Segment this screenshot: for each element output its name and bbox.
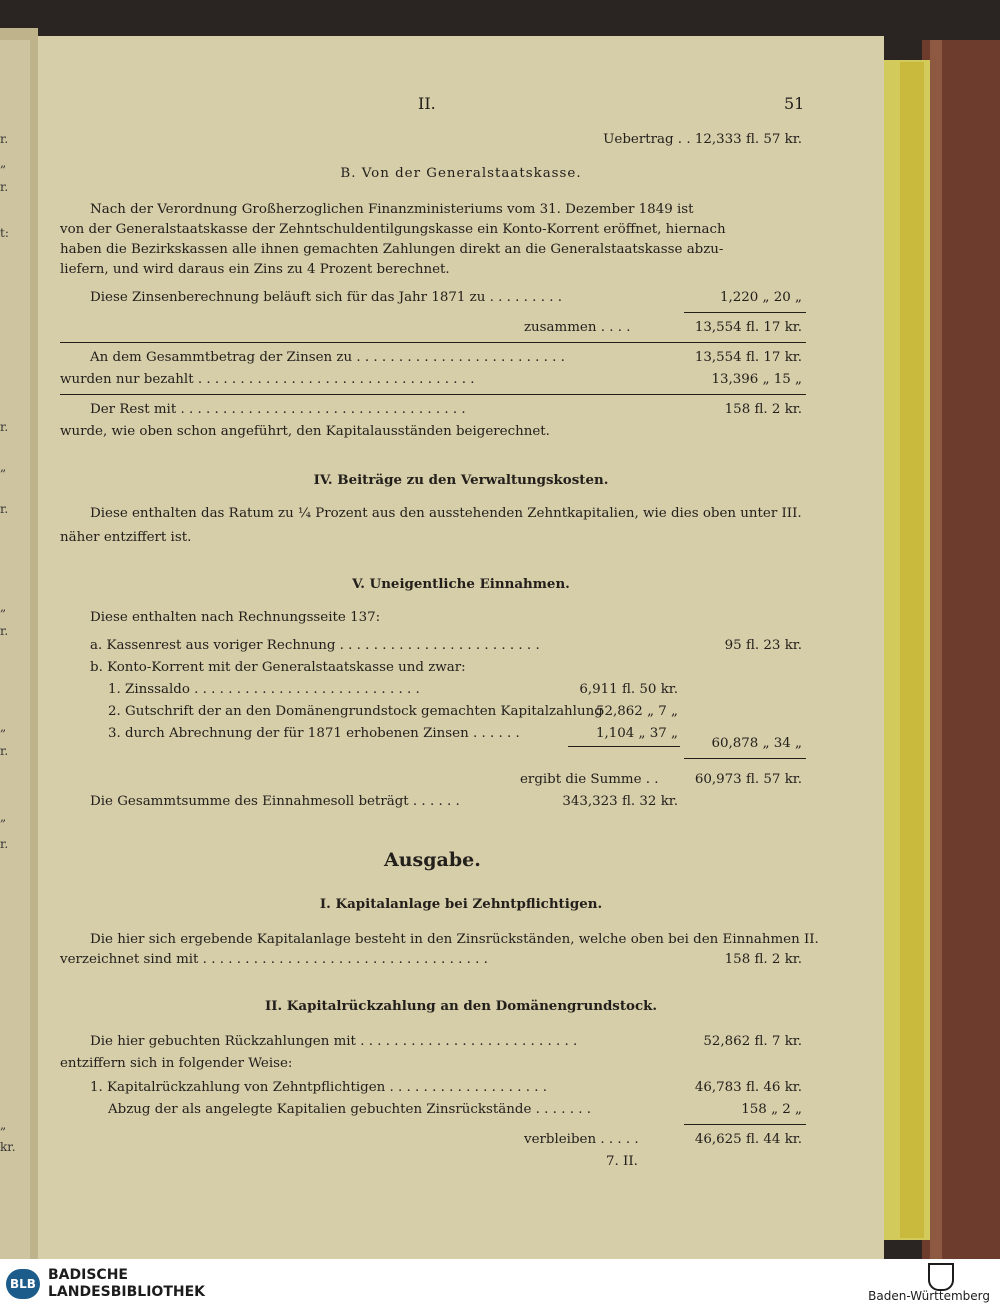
entry-value: 13,554 fl. 17 kr.: [694, 350, 802, 365]
page-stack-edge-inner: [900, 62, 924, 1238]
entry-value: 6,911 fl. 50 kr.: [579, 682, 678, 697]
total-label: ergibt die Summe . .: [520, 772, 659, 787]
carry-over-line: Uebertrag . . 12,333 fl. 57 kr.: [603, 132, 802, 147]
paragraph-line: haben die Bezirkskassen alle ihnen gemachten Zahlungen direkt an die Generalstaatskasse abzu-: [60, 242, 724, 257]
book-page: [38, 36, 884, 1259]
edge-mark: r.: [0, 132, 9, 146]
paragraph-line: wurde, wie oben schon angeführt, den Kapitalausständen beigerechnet.: [60, 424, 550, 439]
subtotal-value: 60,878 „ 34 „: [711, 736, 802, 751]
entry-label: 2. Gutschrift der an den Domänengrundstock gemachten Kapitalzahlung: [108, 704, 603, 719]
ausgabe-heading: Ausgabe.: [384, 849, 481, 871]
edge-mark: „: [0, 720, 7, 734]
entry-value: 158 fl. 2 kr.: [724, 402, 802, 417]
section-rule: [60, 394, 806, 395]
entry-value: 52,862 fl. 7 kr.: [703, 1034, 802, 1049]
paragraph-line: liefern, und wird daraus ein Zins zu 4 Prozent berechnet.: [60, 262, 450, 277]
library-name-line2: LANDESBIBLIOTHEK: [48, 1284, 206, 1300]
edge-mark: „: [0, 156, 7, 170]
library-name-line1: BADISCHE: [48, 1267, 128, 1283]
paragraph-line: von der Generalstaatskasse der Zehntschuldentilgungskasse ein Konto-Korrent eröffnet, hiernach: [60, 222, 726, 237]
entry-label: 1. Kapitalrückzahlung von Zehntpflichtigen . . . . . . . . . . . . . . . . . . .: [90, 1080, 547, 1095]
total-value: 46,625 fl. 44 kr.: [694, 1132, 802, 1147]
entry-value: 13,396 „ 15 „: [711, 372, 802, 387]
edge-mark: kr.: [0, 1140, 16, 1154]
section-b-heading: B. Von der Generalstaatskasse.: [340, 166, 582, 181]
library-name: [48, 1267, 205, 1301]
edge-mark: t:: [0, 226, 9, 240]
section-a2-heading: II. Kapitalrückzahlung an den Domänengrundstock.: [264, 998, 658, 1014]
entry-label: Diese Zinsenberechnung beläuft sich für das Jahr 1871 zu . . . . . . . . .: [90, 290, 562, 305]
bw-crest-icon: [928, 1263, 954, 1291]
entry-label: verzeichnet sind mit . . . . . . . . . . . . . . . . . . . . . . . . . . . . . . . . . .: [60, 952, 488, 967]
paragraph-line: Diese enthalten nach Rechnungsseite 137:: [90, 610, 381, 625]
entry-label: An dem Gesammtbetrag der Zinsen zu . . . . . . . . . . . . . . . . . . . . . . . . .: [90, 350, 565, 365]
edge-mark: r.: [0, 624, 9, 638]
paragraph-line: Nach der Verordnung Großherzoglichen Finanzministeriums vom 31. Dezember 1849 ist: [90, 202, 694, 217]
edge-mark: „: [0, 1118, 7, 1132]
entry-label: 1. Zinssaldo . . . . . . . . . . . . . . . . . . . . . . . . . . .: [108, 682, 420, 697]
sum-rule: [684, 1124, 806, 1125]
sum-rule: [684, 312, 806, 313]
paragraph-line: Diese enthalten das Ratum zu ¼ Prozent aus den ausstehenden Zehntkapitalien, wie dies oben unter III.: [90, 506, 802, 521]
paragraph-line: Die hier sich ergebende Kapitalanlage besteht in den Zinsrückständen, welche oben bei den Einnahmen II.: [90, 932, 819, 947]
catchword: 7. II.: [606, 1154, 638, 1169]
edge-mark: r.: [0, 180, 9, 194]
page-number: 51: [784, 94, 805, 113]
library-footer: [0, 1259, 1000, 1309]
state-name: Baden-Württemberg: [868, 1289, 990, 1303]
entry-label: Abzug der als angelegte Kapitalien gebuchten Zinsrückstände . . . . . . .: [108, 1102, 591, 1117]
section-header: II.: [418, 94, 436, 113]
entry-value: 52,862 „ 7 „: [595, 704, 678, 719]
total-value: 13,554 fl. 17 kr.: [694, 320, 802, 335]
entry-label: b. Konto-Korrent mit der Generalstaatskasse und zwar:: [90, 660, 466, 675]
section-a1-heading: I. Kapitalanlage bei Zehntpflichtigen.: [319, 896, 603, 912]
blb-logo-icon: BLB: [6, 1269, 40, 1299]
entry-label: 3. durch Abrechnung der für 1871 erhobenen Zinsen . . . . . .: [108, 726, 520, 741]
entry-label: wurden nur bezahlt . . . . . . . . . . . . . . . . . . . . . . . . . . . . . . . . .: [60, 372, 475, 387]
total-value: 60,973 fl. 57 kr.: [694, 772, 802, 787]
entry-label: a. Kassenrest aus voriger Rechnung . . . . . . . . . . . . . . . . . . . . . . . .: [90, 638, 540, 653]
edge-mark: „: [0, 600, 7, 614]
book-cover-highlight: [930, 40, 942, 1259]
total-label: verbleiben . . . . .: [524, 1132, 639, 1147]
entry-value: 158 „ 2 „: [741, 1102, 802, 1117]
edge-mark: r.: [0, 420, 9, 434]
section-iv-heading: IV. Beiträge zu den Verwaltungskosten.: [313, 472, 609, 488]
entry-label: Die Gesammtsumme des Einnahmesoll beträgt . . . . . .: [90, 794, 460, 809]
entry-value: 343,323 fl. 32 kr.: [562, 794, 678, 809]
section-v-heading: V. Uneigentliche Einnahmen.: [352, 576, 570, 592]
section-rule: [60, 342, 806, 343]
edge-mark: r.: [0, 837, 9, 851]
entry-value: 95 fl. 23 kr.: [724, 638, 802, 653]
entry-value: 46,783 fl. 46 kr.: [694, 1080, 802, 1095]
paragraph-line: entziffern sich in folgender Weise:: [60, 1056, 293, 1071]
entry-value: 1,104 „ 37 „: [595, 726, 678, 741]
entry-label: Der Rest mit . . . . . . . . . . . . . . . . . . . . . . . . . . . . . . . . . .: [90, 402, 466, 417]
paragraph-line: näher entziffert ist.: [60, 530, 192, 545]
entry-label: Die hier gebuchten Rückzahlungen mit . . . . . . . . . . . . . . . . . . . . . . . . . .: [90, 1034, 578, 1049]
sum-rule: [684, 758, 806, 759]
edge-mark: r.: [0, 502, 9, 516]
edge-mark: „: [0, 460, 7, 474]
total-label: zusammen . . . .: [524, 320, 631, 335]
previous-page-edge: [0, 40, 30, 1259]
edge-mark: „: [0, 810, 7, 824]
edge-mark: r.: [0, 744, 9, 758]
entry-value: 1,220 „ 20 „: [719, 290, 802, 305]
entry-value: 158 fl. 2 kr.: [724, 952, 802, 967]
